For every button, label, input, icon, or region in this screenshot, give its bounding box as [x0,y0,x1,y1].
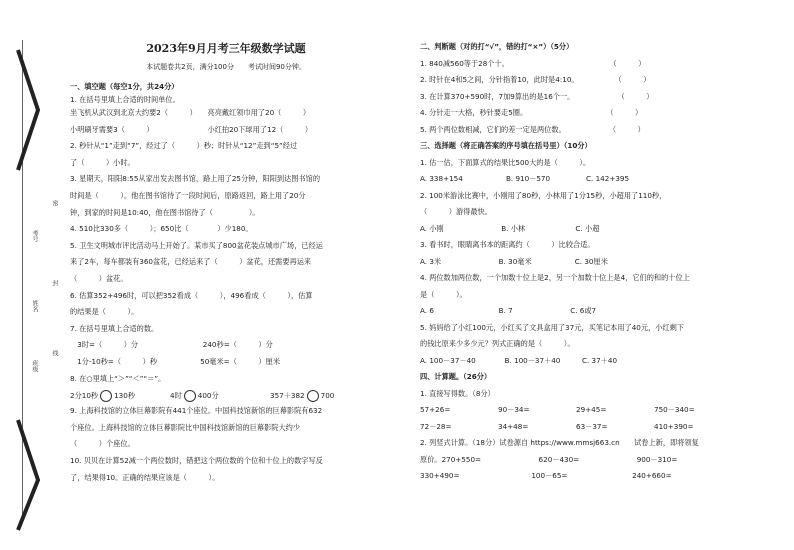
question-line: 3. 看书时，眼睛离书本的距离约（ ）比较合适。 [420,240,595,249]
question-line: 4. 510比330多（ ）；650比（ ）少180。 [70,224,253,234]
calc-item: 72－28= [420,421,452,431]
compare-item [70,390,135,402]
compare-item [170,390,219,402]
question-line: A. 100－37－40 B. 100－37＋40 C. 37＋40 [420,355,618,365]
compare-circle [307,390,319,402]
question-line: 10. 贝贝在计算52减一个两位数时，错把这个两位数的个位和十位上的数字写反 [70,456,323,465]
compare-right: 130秒 [114,391,136,401]
question-line: 原价。270+550= 620－430= 900－310= [420,454,678,464]
question-line: 的钱比原来少多少元？列式正确的是（ ）。 [420,339,575,348]
question-line: 7. 在括号里填上合适的数。 [70,323,159,333]
question-line: 1. 840减560等于28个十。 （ ） [420,58,646,68]
question-line: 1. 估一估，下面算式的结果比500大的是（ ）。 [420,157,591,167]
question-line: 1. 在括号里填上合适的时间单位。 [70,95,180,104]
calc-item: 34+48= [498,421,529,431]
calc-item: 57+26= [420,405,451,414]
calc-item: 750－340= [654,405,695,414]
cut-mark-2: 封 [51,280,58,286]
question-line: 小明刷牙需要3（ ） 小红拍20下球用了12（ ） [70,124,313,134]
question-line: 6. 估算352+496时，可以把352看成（ ），496看成（ ），估算 [70,290,313,300]
question-line: 2. 秒针从“1”走到“7”，经过了（ ）秒；时针从“12”走到“5”经过 [70,141,298,151]
question-line: A. 小刚 B. 小林 C. 小超 [420,223,600,233]
question-line: 2. 时针在4和5之间，分针指着10，此时是4:10。 （ ） [420,75,651,84]
section-heading: 三、选择题（将正确答案的序号填在括号里）（10分） [420,141,592,150]
question-line: （ ）个座位。 [70,439,135,449]
question-line: A. 3米 B. 30毫米 C. 30厘米 [420,256,608,266]
question-line: 是（ ）。 [420,289,467,299]
name-label: 姓名 [31,300,38,312]
question-line: 3时=（ ）分 240秒=（ ）分 [70,340,273,350]
compare-left: 357＋382 [270,391,305,401]
exam-number-label: 考号 [31,230,38,242]
question-line: 了（ ）小时。 [70,157,135,167]
class-label: 班级 [31,360,38,372]
question-line: （ ）游得最快。 [420,207,492,216]
binding-margin [0,0,60,550]
question-line: 1. 直接写得数。（8分） [420,388,495,398]
question-line: A. 6 B. 7 C. 6或7 [420,306,597,315]
compare-left: 4时 [170,391,182,401]
section-heading: 四、计算题。（26分） [420,372,492,381]
binding-pattern [8,40,48,540]
question-line: 2. 100米游泳比赛中，小刚用了80秒，小林用了1分15秒，小超用了110秒， [420,190,667,200]
page-subtitle: 本试题卷共2页，满分100分 考试时间90分钟。 [146,63,306,71]
calc-item: 90－34= [498,405,530,414]
question-line: 1分-10秒=（ ）秒 50毫米=（ ）厘米 [70,357,281,366]
question-line: 9. 上海科技馆的立体巨幕影院有441个座位。中国科技馆新馆的巨幕影院有632 [70,406,323,416]
question-line: 个座位。上海科技馆的立体巨幕影院比中国科技馆新馆的巨幕影院大约少 [70,422,301,432]
question-line: 来了2车，每车都装有360盆花，已经运来了（ ）盆花，还需要再运来 [70,257,312,267]
cut-mark-3: 线 [51,350,58,356]
question-line: 4. 分针走一大格，秒针要走5圈。 （ ） [420,108,643,117]
question-line: 5. 妈妈给了小红100元，小红买了文具盒用了37元，买笔记本用了40元，小红剩下 [420,322,684,332]
calc-item: 29+45= [576,405,607,414]
question-line: 的结果是（ ）。 [70,307,139,317]
compare-right: 400分 [197,391,219,401]
compare-right: 700 [320,391,335,401]
calc-item: 410+390= [654,421,694,431]
question-line: 时间是（ ）。他在图书馆待了一段时间后，原路返回，路上用了20分 [70,191,306,200]
question-line: 3. 星期天，阳阳8:55从家出发去图书馆，路上用了25分钟，阳阳到达图书馆的 [70,174,321,184]
question-line: 坐飞机从武汉到北京大约要2（ ） 亮亮戴红领巾用了20（ ） [70,108,311,117]
compare-item [270,390,334,402]
section-heading: 一、填空题（每空1分，共24分） [70,82,179,91]
question-line: 330+490= 100－65= 240+660= [420,471,672,480]
question-line: 5. 两个两位数相减，它们的差一定是两位数。 （ ） [420,124,645,134]
section-heading: 二、判断题（对的打“√”，错的打“×”）（5分） [420,42,574,51]
question-line: 了，结果得10。正确的结果应该是（ ）。 [70,472,220,482]
question-line: A. 338+154 B. 910－570 C. 142+395 [420,174,630,183]
question-line: 3. 在计算370+590时，7加9算出的是16个一。 （ ） [420,91,654,101]
calc-item: 63－37= [576,421,608,431]
compare-left: 2分10秒 [70,391,99,401]
question-line: 4. 两位数加两位数，一个加数十位上是2，另一个加数十位上是4，它们的和的十位上 [420,273,690,282]
question-line: 5. 卫生文明城市评比活动马上开始了。某市买了800盆花装点城市广场，已经运 [70,240,323,250]
page-title: 2023年9月月考三年级数学试题 [146,42,306,55]
question-line: 2. 列竖式计算。（18分）试卷源自 https://www.mmsj663.cn 试卷上新，即将领复 [420,438,699,447]
question-line: 钟，到家的时间是10:40，他在图书馆待了（ ）。 [70,207,260,217]
compare-circle [184,390,196,402]
compare-circle [100,390,112,402]
question-line: （ ）盆花。 [70,274,128,283]
cut-mark-1: 密 [51,200,58,206]
question-line: 8. 在○里填上“＞”“＜”“＝”。 [70,373,166,383]
